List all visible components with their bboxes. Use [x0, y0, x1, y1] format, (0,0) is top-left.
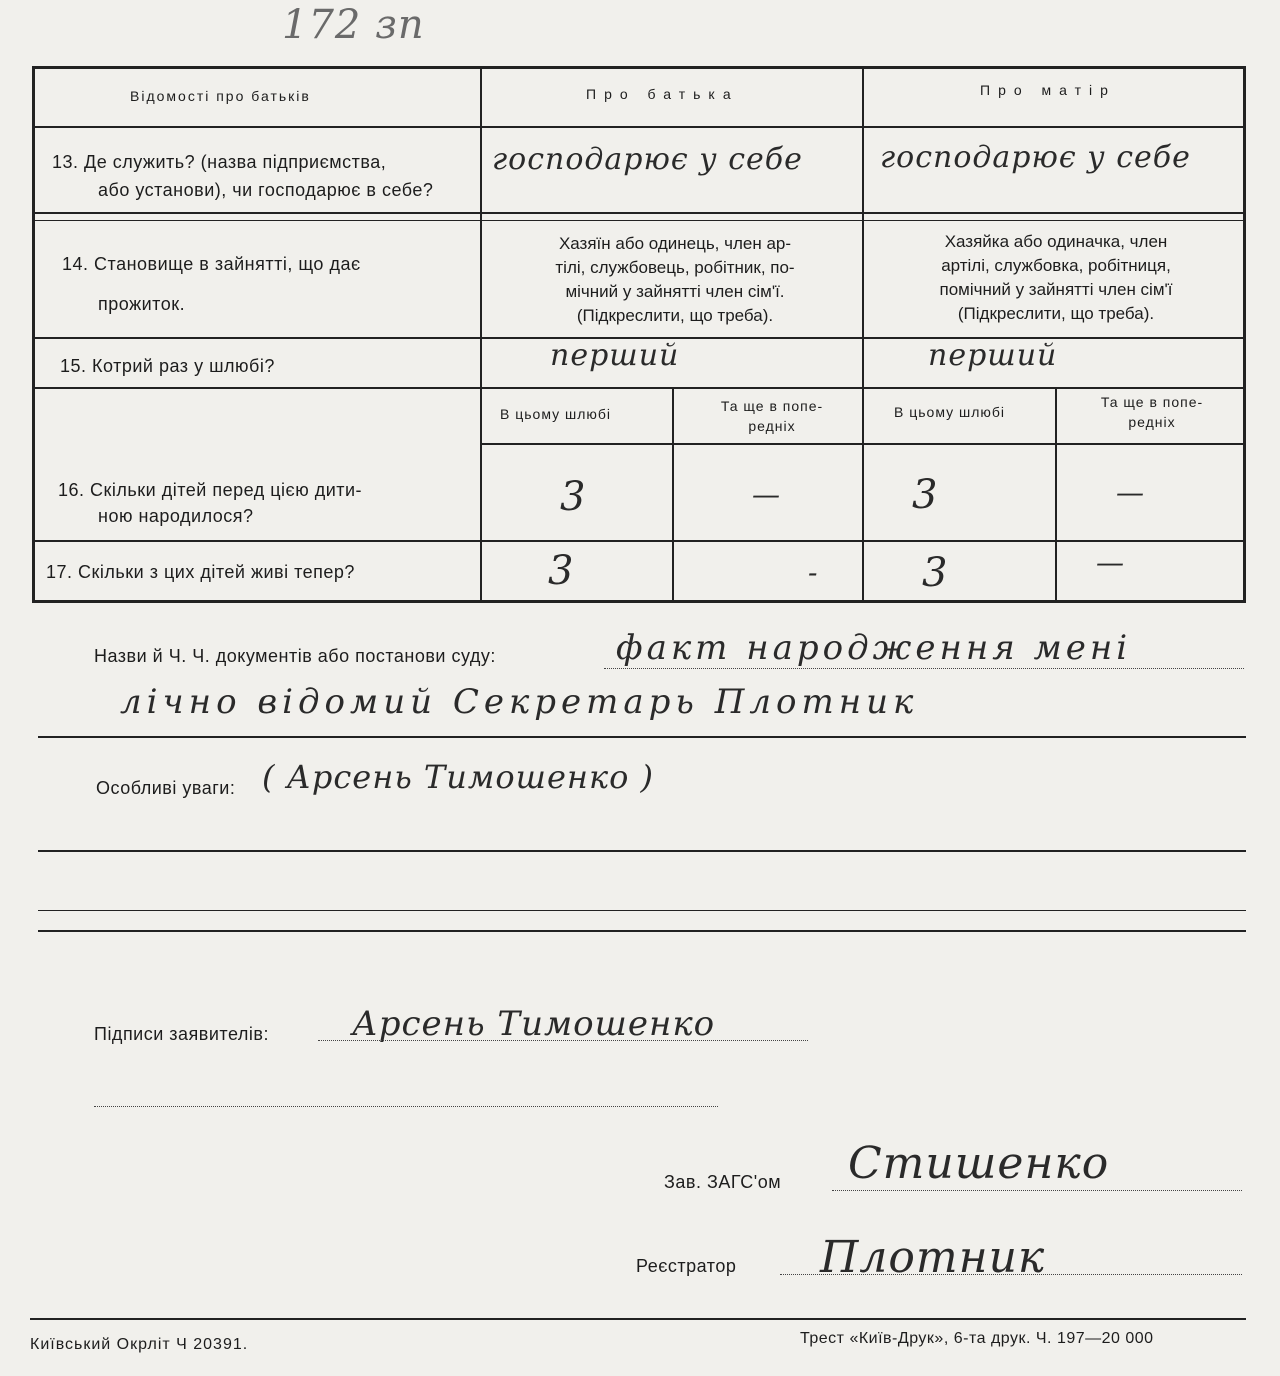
- footer-rule: [30, 1318, 1246, 1320]
- registrar-underline: [780, 1274, 1242, 1275]
- q13-mother-answer: господарює у себе: [880, 140, 1191, 175]
- q13-label-line2: або установи), чи господарює в себе?: [98, 180, 434, 200]
- registrar-label: Реєстратор: [636, 1256, 737, 1276]
- documents-underline1: [604, 668, 1244, 669]
- q14-father-line2: тілі, службовець, робітник, по-: [555, 258, 795, 277]
- q17-father-prev: -: [808, 556, 819, 589]
- q14-father-line3: мічний у зайнятті член сім'ї.: [565, 282, 785, 301]
- zags-head-signature: Стишенко: [848, 1138, 1110, 1189]
- q13-label-line1: 13. Де служить? (назва підприємства,: [52, 152, 387, 172]
- remarks-value: ( Арсень Тимошенко ): [262, 758, 655, 796]
- q16-father-this: 3: [560, 474, 587, 520]
- subheader-father-previous-line2: редніх: [748, 418, 796, 434]
- remarks-rule2: [38, 910, 1246, 911]
- registrar-signature: Плотник: [820, 1232, 1046, 1283]
- q14-father-line4: (Підкреслити, що треба).: [576, 306, 774, 325]
- q14-label-line2: прожиток.: [98, 294, 186, 314]
- q16-label-line1: 16. Скільки дітей перед цією дити-: [58, 480, 363, 500]
- q14-father-options: [500, 232, 850, 328]
- q17-label: 17. Скільки з цих дітей живі тепер?: [46, 562, 355, 582]
- subheader-father-previous: [690, 396, 854, 436]
- documents-line2: лічно відомий Секретарь Плотник: [120, 682, 919, 722]
- remarks-label: Особливі уваги:: [96, 778, 236, 798]
- header-parents-info: Відомості про батьків: [130, 88, 311, 104]
- q14-mother-line2: артілі, службовка, робітниця,: [941, 256, 1171, 275]
- applicants-signature: Арсень Тимошенко: [352, 1004, 716, 1044]
- subheader-father-this-marriage: В цьому шлюбі: [500, 406, 612, 422]
- q14-label-line1: 14. Становище в зайнятті, що дає: [62, 254, 361, 274]
- q17-mother-prev: —: [1096, 546, 1125, 579]
- zags-head-label: Зав. ЗАГС'ом: [664, 1172, 782, 1192]
- footer-right: Трест «Київ-Друк», 6-та друк. Ч. 197—20 000: [800, 1330, 1154, 1347]
- q16-label-line2: ною народилося?: [98, 506, 254, 526]
- q14-father-line1: Хазяїн або одинець, член ар-: [558, 234, 792, 253]
- header-mother: Про матір: [980, 82, 1116, 98]
- remarks-rule1: [38, 850, 1246, 852]
- footer-left: Київський Окрліт Ч 20391.: [30, 1336, 249, 1353]
- documents-line1: факт народження мені: [616, 628, 1132, 668]
- zags-head-underline: [832, 1190, 1242, 1191]
- remarks-rule3: [38, 930, 1246, 932]
- q16-mother-this: 3: [912, 472, 939, 518]
- subheader-mother-previous: [1072, 392, 1232, 432]
- page-number: 172 зп: [282, 2, 425, 48]
- q13-father-answer: господарює у себе: [492, 142, 803, 177]
- q14-mother-options: [880, 230, 1232, 326]
- q14-mother-line3: помічний у зайнятті член сім'ї: [939, 280, 1173, 299]
- q16-mother-prev: —: [1116, 476, 1145, 509]
- q16-father-prev: —: [752, 478, 781, 511]
- q14-mother-line1: Хазяйка або одиначка, член: [944, 232, 1168, 251]
- subheader-mother-previous-line2: редніх: [1128, 414, 1176, 430]
- q15-mother-answer: перший: [928, 338, 1058, 373]
- subheader-father-previous-line1: Та ще в попе-: [720, 398, 824, 414]
- applicants-label: Підписи заявителів:: [94, 1024, 269, 1044]
- q17-mother-this: 3: [922, 550, 949, 596]
- applicants-underline: [318, 1040, 808, 1041]
- q15-label: 15. Котрий раз у шлюбі?: [60, 356, 275, 376]
- applicants-underline2: [94, 1106, 718, 1107]
- subheader-mother-this-marriage: В цьому шлюбі: [894, 404, 1006, 420]
- q17-father-this: 3: [548, 548, 575, 594]
- header-father: Про батька: [586, 86, 739, 102]
- q14-mother-line4: (Підкреслити, що треба).: [957, 304, 1155, 323]
- documents-label: Назви й Ч. Ч. документів або постанови суду:: [94, 646, 496, 666]
- documents-rule: [38, 736, 1246, 738]
- q15-father-answer: перший: [550, 338, 680, 373]
- subheader-mother-previous-line1: Та ще в попе-: [1100, 394, 1204, 410]
